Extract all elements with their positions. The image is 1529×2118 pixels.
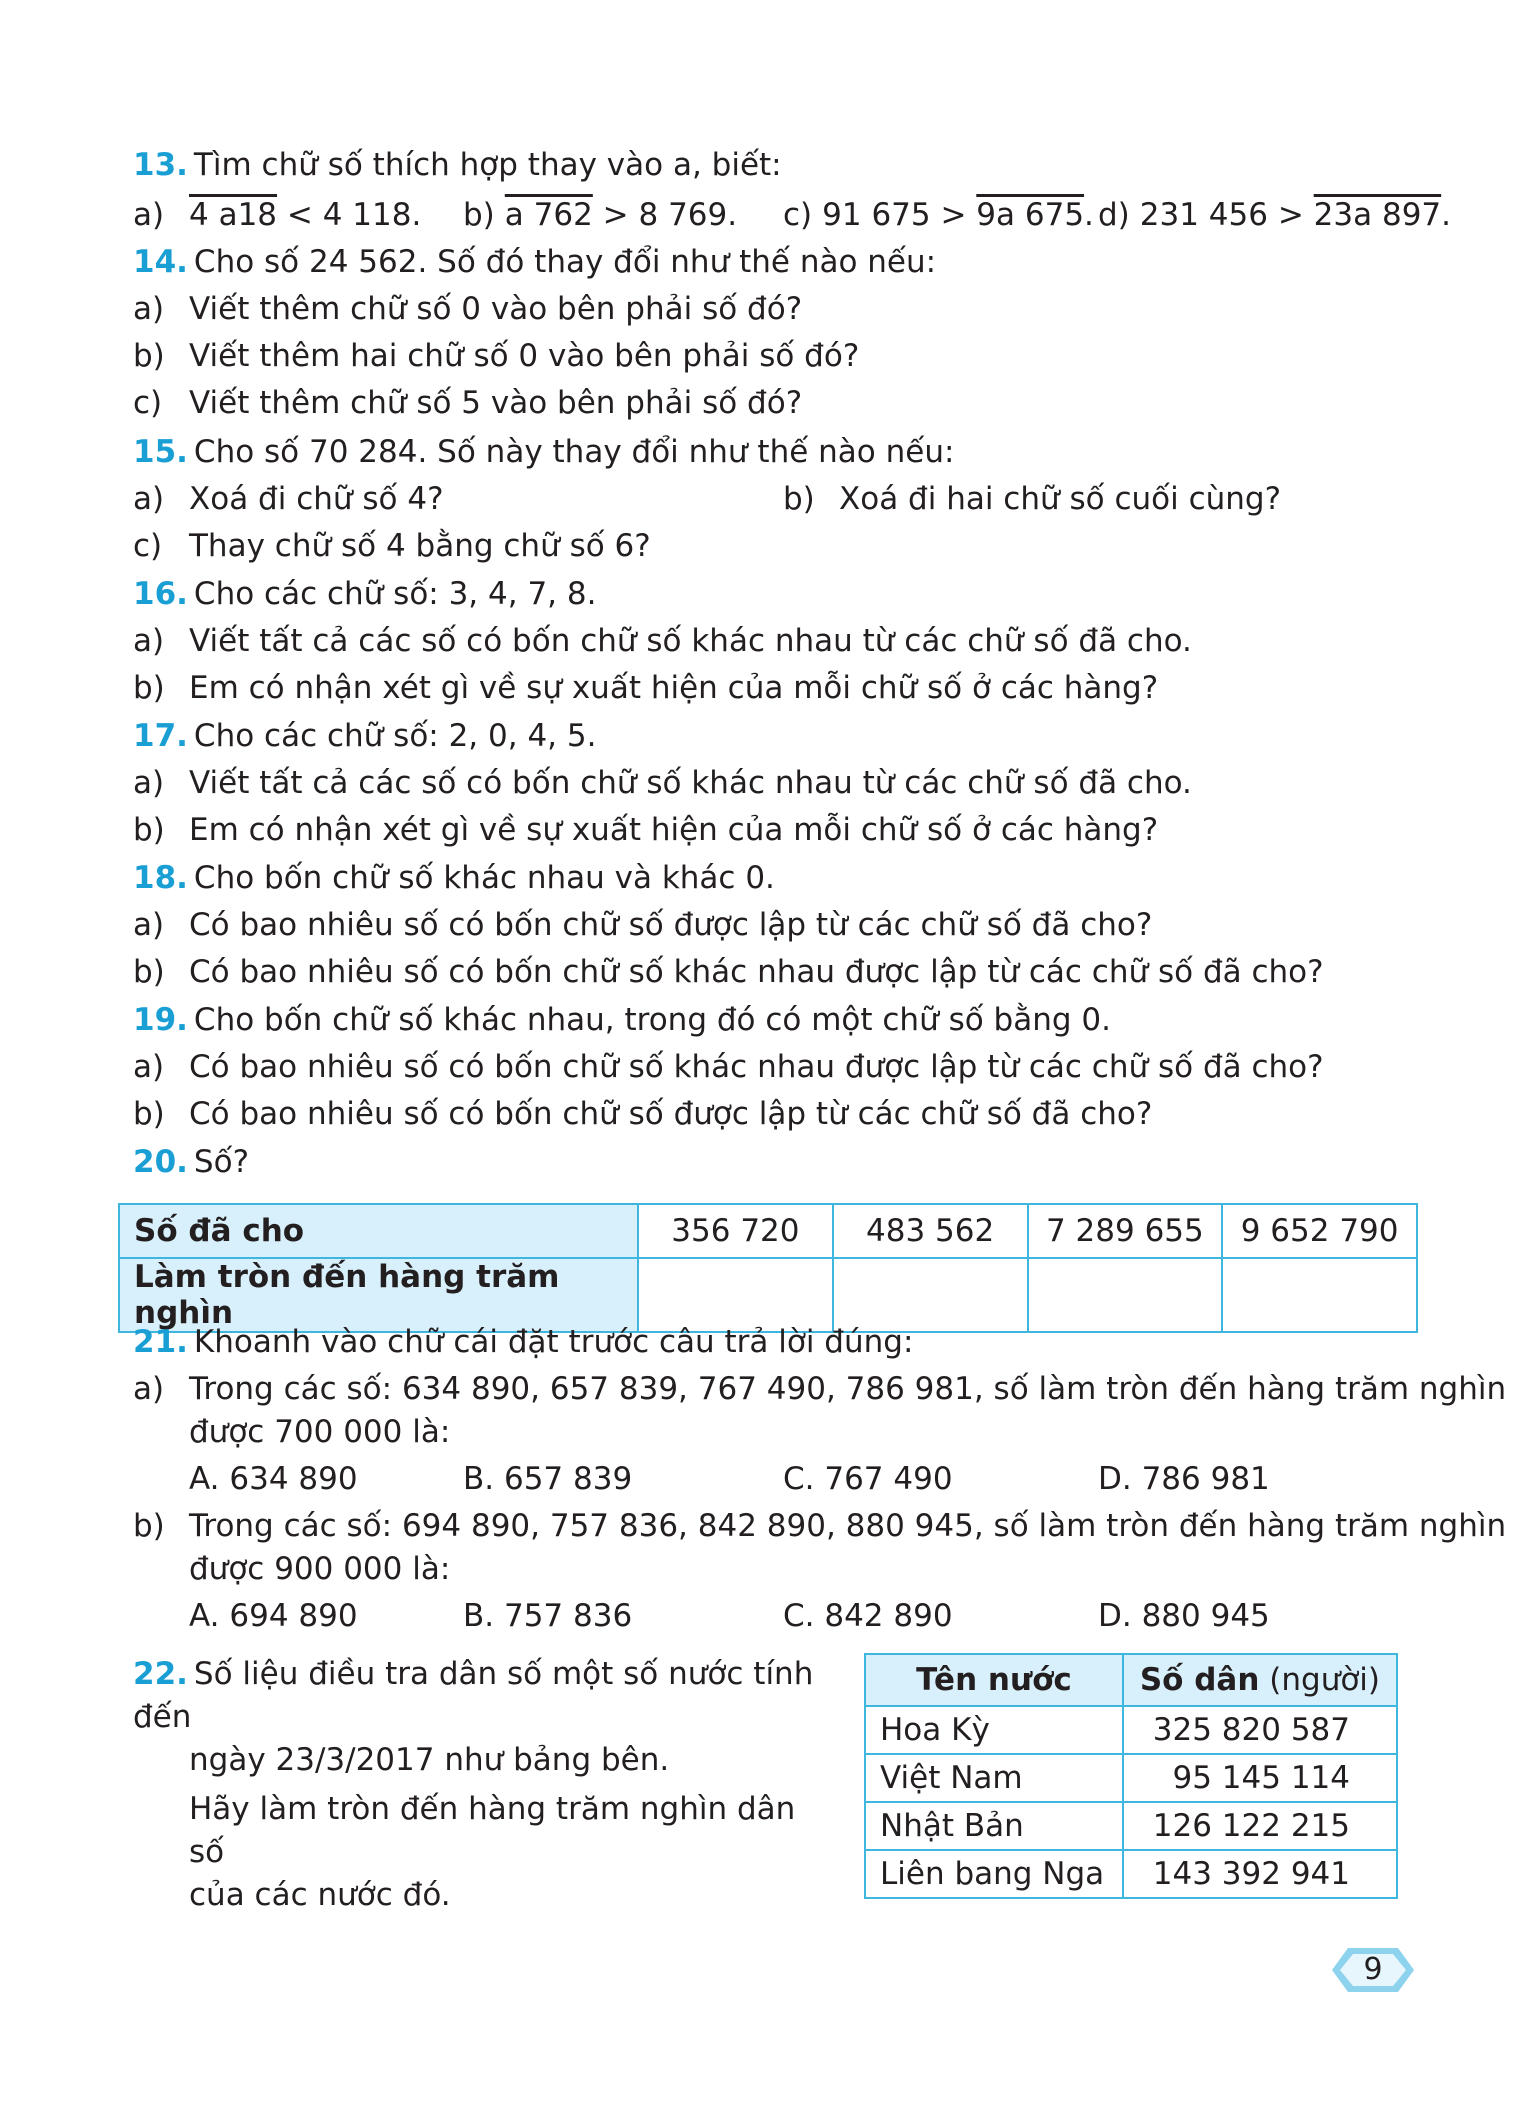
exercise-prompt: Cho số 24 562. Số đó thay đổi như thế nào nếu: <box>193 244 937 280</box>
table-row: Nhật Bản 126 122 215 <box>865 1802 1397 1850</box>
exercise-16 <box>133 572 596 616</box>
exercise-prompt: Cho số 70 284. Số này thay đổi như thế nào nếu: <box>193 434 955 470</box>
option-a[interactable]: A. 694 890 <box>189 1598 358 1634</box>
page-number: 9 <box>1363 1952 1383 1987</box>
list-item: a) Có bao nhiêu số có bốn chữ số được lập từ các chữ số đã cho? <box>133 907 1153 943</box>
table-header-row <box>865 1654 1397 1706</box>
exercise-20 <box>133 1140 249 1184</box>
table-row: Hoa Kỳ 325 820 587 <box>865 1706 1397 1754</box>
table-row <box>119 1204 1417 1258</box>
list-item: a) Trong các số: 634 890, 657 839, 767 490, 786 981, số làm tròn đến hàng trăm nghìn <box>133 1371 1507 1407</box>
exercise-number: 19. <box>133 1002 188 1038</box>
answer-options <box>133 1457 1433 1501</box>
column-header-population: Số dân (người) <box>1123 1654 1397 1706</box>
table-cell: 7 289 655 <box>1028 1204 1223 1258</box>
option-d[interactable]: D. 786 981 <box>1098 1461 1270 1497</box>
item-d: d) 231 456 > 23a 897. <box>1098 197 1451 233</box>
exercise-number: 16. <box>133 576 188 612</box>
option-a[interactable]: A. 634 890 <box>189 1461 358 1497</box>
list-item: a) Viết tất cả các số có bốn chữ số khác nhau từ các chữ số đã cho. <box>133 623 1192 659</box>
exercise-17 <box>133 714 596 758</box>
list-item-continued: được 700 000 là: <box>189 1414 451 1450</box>
exercise-number: 13. <box>133 147 188 183</box>
rounding-table <box>118 1203 1418 1333</box>
exercise-prompt: Cho bốn chữ số khác nhau và khác 0. <box>193 860 775 896</box>
answer-cell[interactable] <box>1028 1258 1223 1332</box>
table-cell: 483 562 <box>833 1204 1028 1258</box>
list-item: b) Có bao nhiêu số có bốn chữ số khác nhau được lập từ các chữ số đã cho? <box>133 954 1324 990</box>
exercise-prompt: Khoanh vào chữ cái đặt trước câu trả lời đúng: <box>193 1324 914 1360</box>
exercise-15 <box>133 430 954 474</box>
exercise-number: 14. <box>133 244 188 280</box>
table-header-cell: Số đã cho <box>119 1204 638 1258</box>
exercise-14 <box>133 240 936 284</box>
list-item: c) Thay chữ số 4 bằng chữ số 6? <box>133 528 651 564</box>
table-header-cell: Làm tròn đến hàng trăm nghìn <box>119 1258 638 1332</box>
table-row: Liên bang Nga 143 392 941 <box>865 1850 1397 1898</box>
exercise-22 <box>133 1653 833 1917</box>
list-item: c) Viết thêm chữ số 5 vào bên phải số đó? <box>133 385 803 421</box>
exercise-number: 21. <box>133 1324 188 1360</box>
answer-cell[interactable] <box>1222 1258 1417 1332</box>
option-d[interactable]: D. 880 945 <box>1098 1598 1270 1634</box>
list-item: b) Trong các số: 694 890, 757 836, 842 890, 880 945, số làm tròn đến hàng trăm nghìn <box>133 1508 1507 1544</box>
exercise-22-line: của các nước đó. <box>189 1877 451 1913</box>
list-item: a) Có bao nhiêu số có bốn chữ số khác nhau được lập từ các chữ số đã cho? <box>133 1049 1324 1085</box>
list-item: a) Xoá đi chữ số 4? b) Xoá đi hai chữ số cuối cùng? <box>133 481 1282 517</box>
item-b: b) a 762 > 8 769. <box>463 197 738 233</box>
answer-options <box>133 1594 1433 1638</box>
exercise-13 <box>133 143 782 187</box>
list-item-continued: được 900 000 là: <box>189 1551 451 1587</box>
list-item: b) Em có nhận xét gì về sự xuất hiện của mỗi chữ số ở các hàng? <box>133 670 1159 706</box>
exercise-22-line: 22. Số liệu điều tra dân số một số nước tính đến <box>133 1656 814 1735</box>
exercise-number: 22. <box>133 1656 188 1692</box>
option-b[interactable]: B. 657 839 <box>463 1461 633 1497</box>
exercise-prompt: Cho các chữ số: 2, 0, 4, 5. <box>193 718 597 754</box>
exercise-number: 15. <box>133 434 188 470</box>
exercise-prompt: Số? <box>193 1144 250 1180</box>
list-item: b) Có bao nhiêu số có bốn chữ số được lập từ các chữ số đã cho? <box>133 1096 1153 1132</box>
exercise-19 <box>133 998 1111 1042</box>
list-item: a) Viết tất cả các số có bốn chữ số khác nhau từ các chữ số đã cho. <box>133 765 1192 801</box>
table-cell: 356 720 <box>638 1204 833 1258</box>
item-c: c) 91 675 > 9a 675. <box>783 197 1094 233</box>
population-table <box>864 1653 1398 1899</box>
exercise-22-line: ngày 23/3/2017 như bảng bên. <box>189 1742 670 1778</box>
column-header-country: Tên nước <box>865 1654 1123 1706</box>
option-b[interactable]: B. 757 836 <box>463 1598 633 1634</box>
table-cell: 9 652 790 <box>1222 1204 1417 1258</box>
list-item: b) Viết thêm hai chữ số 0 vào bên phải số đó? <box>133 338 860 374</box>
exercise-prompt: Cho các chữ số: 3, 4, 7, 8. <box>193 576 597 612</box>
option-c[interactable]: C. 842 890 <box>783 1598 953 1634</box>
exercise-number: 20. <box>133 1144 188 1180</box>
item-a: a) 4 a18 < 4 118. <box>133 197 422 233</box>
list-item: b) Em có nhận xét gì về sự xuất hiện của mỗi chữ số ở các hàng? <box>133 812 1159 848</box>
option-c[interactable]: C. 767 490 <box>783 1461 953 1497</box>
exercise-prompt: Tìm chữ số thích hợp thay vào a, biết: <box>193 147 782 183</box>
exercise-number: 17. <box>133 718 188 754</box>
exercise-13-items <box>133 193 1451 237</box>
exercise-21 <box>133 1320 913 1364</box>
exercise-22-line: Hãy làm tròn đến hàng trăm nghìn dân số <box>189 1791 796 1870</box>
exercise-18 <box>133 856 775 900</box>
exercise-number: 18. <box>133 860 188 896</box>
exercise-prompt: Cho bốn chữ số khác nhau, trong đó có một chữ số bằng 0. <box>193 1002 1111 1038</box>
table-row: Việt Nam 95 145 114 <box>865 1754 1397 1802</box>
list-item: a) Viết thêm chữ số 0 vào bên phải số đó? <box>133 291 803 327</box>
